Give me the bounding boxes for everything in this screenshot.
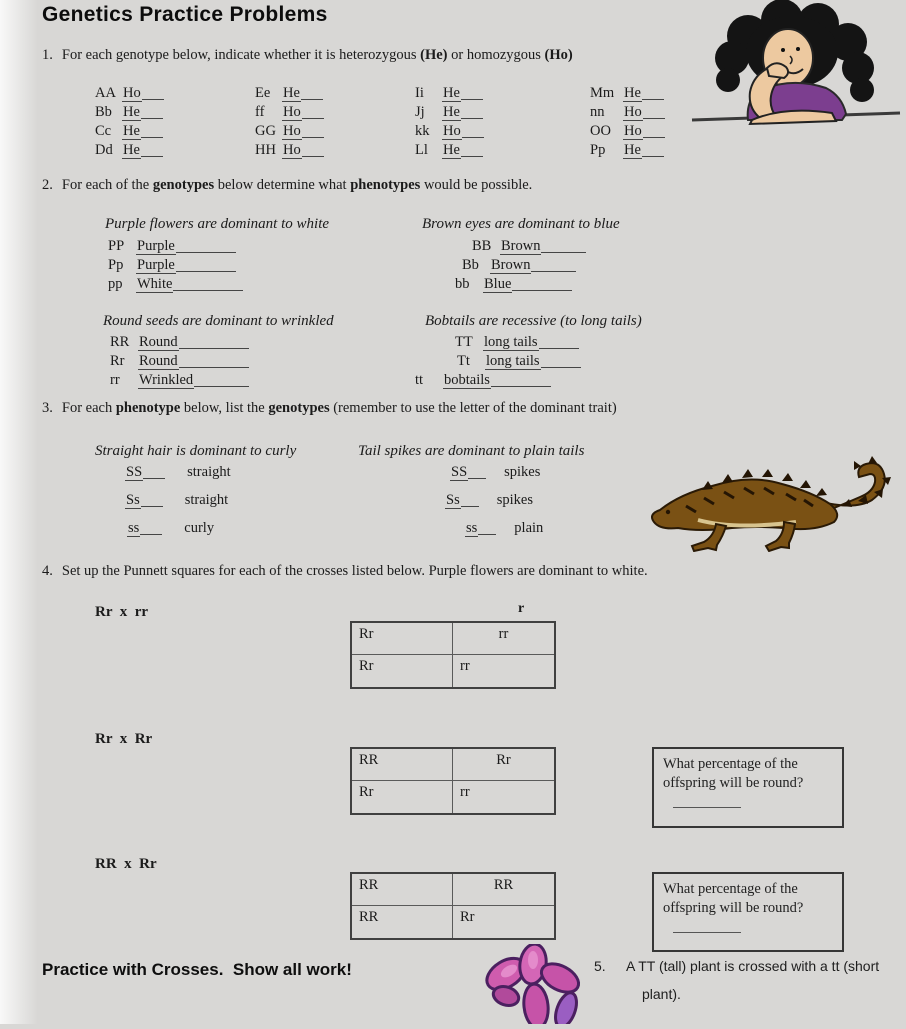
answer-blank-line [478, 524, 496, 535]
punnett-cell: RR [352, 749, 453, 781]
prompt-text: For each [61, 400, 116, 416]
answer-blank-line [491, 376, 551, 387]
answer-blank-line [468, 468, 486, 479]
answer-text: Round [139, 353, 178, 369]
answer-blank-line [173, 280, 243, 291]
answer-text: Ho [123, 85, 141, 101]
page-left-light-edge [0, 0, 38, 1024]
cross-label-3: RR x Rr [95, 856, 157, 872]
phenotype-word: straight [187, 464, 231, 480]
answer-blank-line [461, 146, 483, 157]
question-4-prompt [42, 563, 648, 580]
answer-blank-line [673, 797, 741, 808]
answer-blank-line [541, 242, 586, 253]
genotype-item [255, 84, 324, 103]
genotype-label: HH [255, 142, 276, 158]
punnett-cell: RR [352, 874, 453, 906]
punnett-cell: RR [453, 874, 554, 906]
answer-blank-line [531, 261, 576, 272]
answer-text: SS [126, 464, 143, 480]
trait-header-bobtails: Bobtails are recessive (to long tails) [425, 313, 642, 329]
prompt-text: or homozygous [447, 47, 545, 63]
question-number: 1. [42, 47, 53, 63]
answer-text: Ho [624, 123, 642, 139]
punnett-cell: rr [460, 658, 470, 674]
question-number: 3. [42, 400, 53, 416]
answer-text: Blue [484, 276, 512, 292]
answer-blank-line [642, 89, 664, 100]
phenotype-item [110, 352, 249, 371]
genotype-label: pp [108, 276, 123, 292]
answer-blank-line [302, 127, 324, 138]
genotype-item [95, 103, 164, 122]
question-box-text: What percentage of the offspring will be round? [663, 756, 804, 791]
phenotype-word: curly [184, 520, 215, 536]
genotype-label: GG [255, 123, 276, 139]
question-box-2 [652, 872, 844, 952]
q1-column-1 [95, 84, 164, 160]
answer-blank-line [140, 524, 162, 535]
answer-text: SS [451, 464, 468, 480]
answer-text: He [443, 142, 460, 158]
answer-text: He [443, 104, 460, 120]
prompt-text: below, list the [180, 400, 269, 416]
answer-text: Ho [283, 142, 301, 158]
answer-blank-line [461, 496, 479, 507]
genotype-label: Rr [110, 353, 125, 369]
genotype-label: Mm [590, 85, 615, 101]
genotype-label: PP [108, 238, 125, 254]
genotype-answer-item [445, 492, 543, 520]
genotype-item [415, 141, 484, 160]
punnett-square-3 [350, 872, 556, 940]
answer-blank-line [142, 89, 164, 100]
answer-blank-line [643, 127, 665, 138]
q2-block-purple [108, 237, 243, 294]
genotype-label: AA [95, 85, 116, 101]
genotype-label: RR [110, 334, 130, 350]
genotype-label: nn [590, 104, 605, 120]
bold-word: genotypes [268, 400, 330, 416]
phenotype-item [108, 237, 243, 256]
answer-text: Ss [446, 492, 460, 508]
q2-block-bobtails [415, 333, 581, 390]
question-3-prompt [42, 400, 617, 417]
q3-block-hair [125, 464, 231, 548]
genotype-answer-item [445, 520, 543, 548]
genotype-item [590, 84, 665, 103]
answer-blank-line [141, 108, 163, 119]
answer-text: ss [466, 520, 478, 536]
punnett-cell: Rr [460, 909, 475, 925]
q1-column-3 [415, 84, 484, 160]
answer-blank-line [512, 280, 572, 291]
trait-header-purple: Purple flowers are dominant to white [105, 216, 330, 232]
punnett-cell: rr [460, 784, 470, 800]
prompt-text: would be possible. [420, 177, 533, 193]
girl-student-clipart [690, 0, 904, 160]
answer-text: Brown [491, 257, 531, 273]
prompt-text: A TT (tall) plant is crossed with a tt (short plant). [626, 958, 880, 1002]
punnett-cell: Rr [352, 655, 453, 687]
genotype-label: kk [415, 123, 430, 139]
answer-blank-line [176, 242, 236, 253]
answer-text: He [123, 104, 140, 120]
genotype-item [95, 122, 164, 141]
bold-word: phenotypes [350, 177, 421, 193]
answer-blank-line [462, 127, 484, 138]
q2-block-brown [455, 237, 586, 294]
genotype-label: tt [415, 372, 424, 388]
answer-blank-line [143, 468, 165, 479]
trait-header-tail-spikes: Tail spikes are dominant to plain tails [358, 443, 585, 459]
phenotype-word: spikes [504, 464, 541, 480]
answer-blank-line [539, 338, 579, 349]
ho-abbrev: (Ho) [544, 47, 573, 63]
genotype-label: Ee [255, 85, 271, 101]
punnett-cell: Rr [453, 749, 554, 781]
punnett-square-2 [350, 747, 556, 815]
answer-text: He [283, 85, 300, 101]
answer-text: long tails [486, 353, 540, 369]
genotype-answer-item [125, 492, 231, 520]
genotype-label: Bb [95, 104, 112, 120]
genotype-item [415, 122, 484, 141]
answer-text: Purple [137, 257, 175, 273]
phenotype-word: plain [514, 520, 544, 536]
genotype-label: bb [455, 276, 470, 292]
genotype-item [590, 141, 665, 160]
trait-header-round: Round seeds are dominant to wrinkled [103, 313, 334, 329]
answer-blank-line [461, 89, 483, 100]
phenotype-item [415, 333, 581, 352]
phenotype-item [108, 256, 243, 275]
phenotype-item [110, 333, 249, 352]
answer-blank-line [541, 357, 581, 368]
phenotype-item [415, 352, 581, 371]
answer-text: Ho [283, 104, 301, 120]
punnett-cell: Rr [352, 781, 453, 813]
he-abbrev: (He) [420, 47, 448, 63]
answer-text: He [443, 85, 460, 101]
bold-word: genotypes [152, 177, 215, 193]
question-number: 2. [42, 177, 53, 193]
genotype-item [590, 103, 665, 122]
cross-label-1: Rr x rr [95, 604, 149, 620]
genotype-label: Pp [108, 257, 124, 273]
q3-block-spikes [445, 464, 543, 548]
answer-blank-line [141, 127, 163, 138]
answer-blank-line [194, 376, 249, 387]
genotype-answer-item [445, 464, 543, 492]
genotype-label: Dd [95, 142, 113, 158]
answer-blank-line [642, 146, 664, 157]
genotype-item [255, 141, 324, 160]
genotype-item [415, 103, 484, 122]
phenotype-item [108, 275, 243, 294]
answer-blank-line [301, 89, 323, 100]
genotype-label: ff [255, 104, 265, 120]
question-number: 4. [42, 563, 53, 579]
prompt-text: Set up the Punnett squares for each of the crosses listed below. Purple flowers are dominant to white. [61, 563, 648, 579]
prompt-text: (remember to use the letter of the dominant trait) [329, 400, 617, 416]
answer-text: He [624, 142, 641, 158]
spiky-lizard-clipart [646, 444, 906, 552]
phenotype-item [415, 371, 581, 390]
answer-blank-line [141, 496, 163, 507]
cross-label-2: Rr x Rr [95, 731, 153, 747]
punnett-cell: RR [352, 906, 453, 938]
prompt-text: For each of the [61, 177, 153, 193]
purple-flower-illustration [476, 944, 588, 1024]
genotype-label: Pp [590, 142, 606, 158]
q2-block-round [110, 333, 249, 390]
answer-text: He [123, 142, 140, 158]
phenotype-item [110, 371, 249, 390]
phenotype-item [455, 237, 586, 256]
question-2-prompt [42, 177, 532, 194]
bold-word: phenotype [115, 400, 181, 416]
punnett-cell: rr [453, 623, 554, 655]
answer-text: ss [128, 520, 140, 536]
genotype-label: BB [472, 238, 492, 254]
answer-text: Ho [283, 123, 301, 139]
answer-blank-line [302, 108, 324, 119]
genotype-answer-item [125, 520, 231, 548]
answer-text: Ss [126, 492, 140, 508]
answer-blank-line [302, 146, 324, 157]
genotype-label: OO [590, 123, 611, 139]
answer-blank-line [673, 922, 741, 933]
phenotype-word: spikes [496, 492, 533, 508]
genotype-item [255, 122, 324, 141]
practice-crosses-heading: Practice with Crosses. Show all work! [42, 960, 352, 979]
genotype-label: Ii [415, 85, 424, 101]
answer-text: Wrinkled [139, 372, 194, 388]
trait-header-straight-hair: Straight hair is dominant to curly [95, 443, 297, 459]
question-box-text: What percentage of the offspring will be round? [663, 881, 804, 916]
genotype-label: Jj [415, 104, 425, 120]
answer-text: Round [139, 334, 178, 350]
page-title: Genetics Practice Problems [42, 3, 328, 26]
answer-text: White [137, 276, 173, 292]
phenotype-item [455, 256, 586, 275]
phenotype-word: straight [184, 492, 229, 508]
purple-flower-clipart [476, 944, 588, 1024]
answer-blank-line [176, 261, 236, 272]
genotype-item [95, 84, 164, 103]
punnett-square-1 [350, 621, 556, 689]
punnett-column-label: r [518, 601, 525, 616]
answer-text: Ho [624, 104, 642, 120]
phenotype-item [455, 275, 586, 294]
answer-text: He [123, 123, 140, 139]
trait-header-brown: Brown eyes are dominant to blue [422, 216, 620, 232]
answer-text: long tails [484, 334, 538, 350]
spiky-lizard-illustration [646, 444, 906, 552]
punnett-cell: Rr [352, 623, 453, 655]
answer-text: He [624, 85, 641, 101]
genotype-label: TT [455, 334, 473, 350]
girl-student-illustration [690, 0, 904, 160]
question-1-prompt [42, 47, 573, 64]
genotype-label: Ll [415, 142, 428, 158]
genotype-label: Cc [95, 123, 112, 139]
answer-text: Purple [137, 238, 175, 254]
question-5-text: 5. A TT (tall) plant is crossed with a tt (short plant). [594, 958, 880, 1002]
answer-text: Ho [443, 123, 461, 139]
genotype-item [255, 103, 324, 122]
genotype-label: rr [110, 372, 120, 388]
prompt-text: below determine what [214, 177, 351, 193]
answer-blank-line [179, 357, 249, 368]
answer-text: bobtails [444, 372, 490, 388]
genotype-label: Tt [457, 353, 470, 369]
answer-blank-line [461, 108, 483, 119]
genotype-item [95, 141, 164, 160]
answer-blank-line [643, 108, 665, 119]
answer-blank-line [179, 338, 249, 349]
genotype-item [590, 122, 665, 141]
genotype-label: Bb [462, 257, 479, 273]
genotype-answer-item [125, 464, 231, 492]
answer-text: Brown [501, 238, 541, 254]
prompt-text: For each genotype below, indicate whether it is heterozygous [61, 47, 421, 63]
genotype-item [415, 84, 484, 103]
q1-column-2 [255, 84, 324, 160]
q1-column-4 [590, 84, 665, 160]
question-box-1 [652, 747, 844, 828]
answer-blank-line [141, 146, 163, 157]
